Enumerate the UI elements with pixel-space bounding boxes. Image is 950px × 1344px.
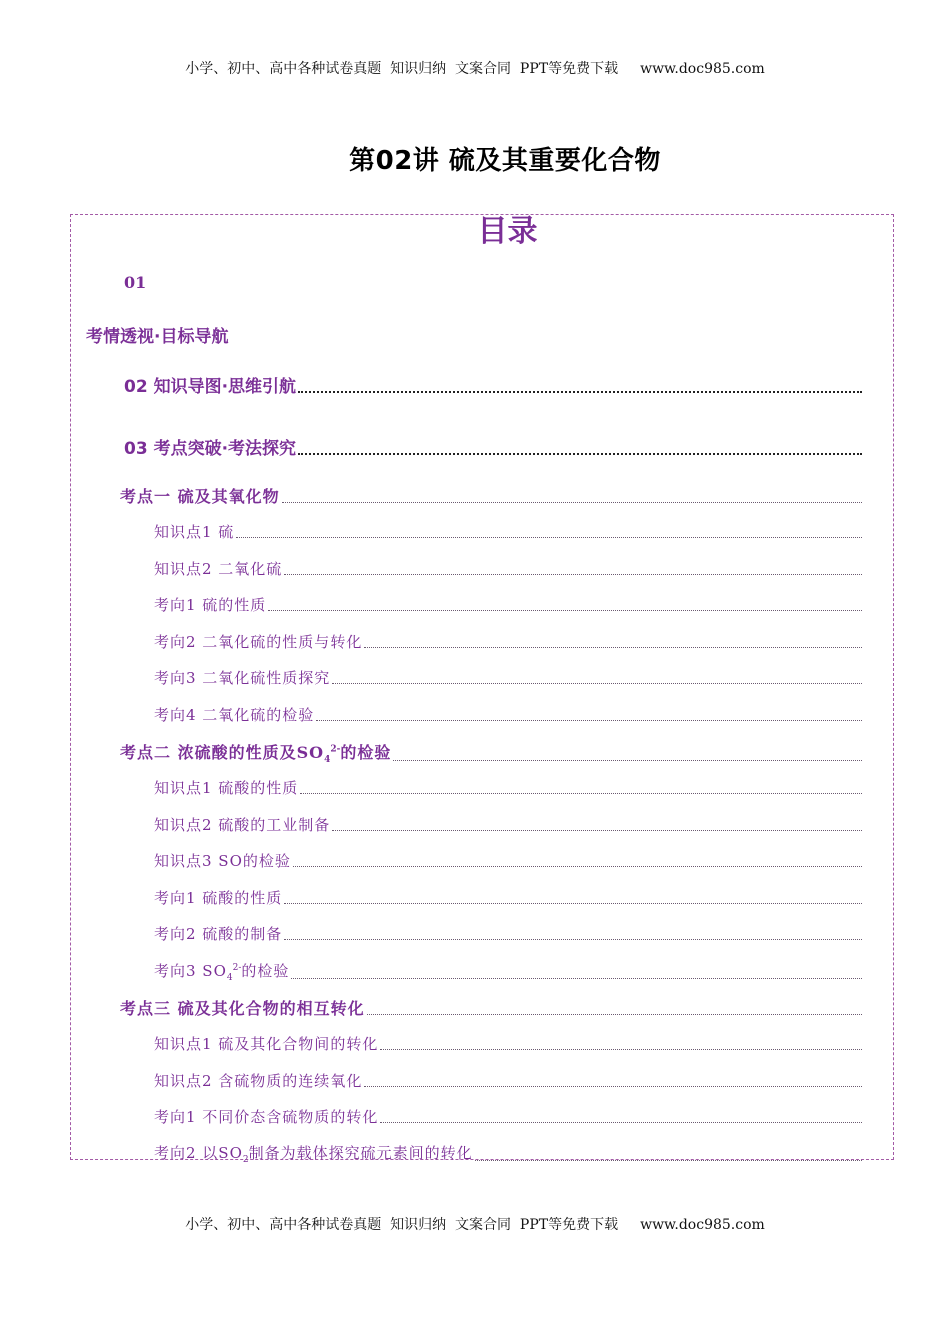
superscript: 2- xyxy=(330,744,341,755)
leader-dots xyxy=(268,610,862,611)
toc-entry-kaodian-3[interactable] xyxy=(120,996,862,1019)
toc-entry-label xyxy=(120,740,391,765)
toc-entry-label: 知识点1 硫 xyxy=(154,523,235,541)
toc-entry-k1-kaoxiang-2[interactable] xyxy=(154,631,862,652)
leader-dots xyxy=(380,1049,862,1050)
leader-dots xyxy=(367,1014,862,1015)
subscript: 2 xyxy=(242,1155,249,1165)
toc-entry-label: 考向4 二氧化硫的检验 xyxy=(154,706,315,724)
leader-dots xyxy=(364,1086,862,1087)
leader-dots xyxy=(291,978,862,979)
toc-entry-k3-kaoxiang-1[interactable] xyxy=(154,1106,862,1127)
leader-dots xyxy=(236,537,862,538)
leader-dots xyxy=(284,903,862,904)
toc-entry-k2-zhishi-3[interactable] xyxy=(154,850,862,871)
toc-entry-label: 考点三 硫及其化合物的相互转化 xyxy=(120,999,365,1018)
toc-entry-label: 知识点1 硫酸的性质 xyxy=(154,779,299,797)
toc-entry-label: 考向3 二氧化硫性质探究 xyxy=(154,669,331,687)
toc-entry-k1-zhishi-1[interactable] xyxy=(154,521,862,542)
toc-section-02-label: 02 知识导图·思维引航 xyxy=(124,377,297,397)
toc-entry-label: 知识点2 二氧化硫 xyxy=(154,560,283,578)
leader-dots xyxy=(380,1122,862,1123)
toc-entry-kaodian-2[interactable] xyxy=(120,740,862,765)
toc-heading: 目录 xyxy=(477,214,538,249)
toc-entry-k3-kaoxiang-2[interactable] xyxy=(154,1142,862,1165)
toc-entry-k2-zhishi-1[interactable] xyxy=(154,777,862,798)
footer-text: 小学、初中、高中各种试卷真题 知识归纳 文案合同 PPT等免费下载 xyxy=(185,1217,619,1233)
toc-entry-k2-kaoxiang-2[interactable] xyxy=(154,923,862,944)
toc-entry-label: 知识点2 含硫物质的连续氧化 xyxy=(154,1072,363,1090)
toc-section-03[interactable] xyxy=(124,434,862,459)
toc-entry-label xyxy=(154,1142,473,1165)
leader-dots xyxy=(393,760,862,761)
header-text: 小学、初中、高中各种试卷真题 知识归纳 文案合同 PPT等免费下载 xyxy=(185,61,619,77)
toc-entry-label xyxy=(154,960,289,983)
toc-entry-label: 考点一 硫及其氧化物 xyxy=(120,487,280,506)
footer-site[interactable]: www.doc985.com xyxy=(640,1217,765,1233)
toc-entry-k2-zhishi-2[interactable] xyxy=(154,814,862,835)
toc-section-02[interactable] xyxy=(124,372,862,397)
page-header xyxy=(0,58,950,78)
toc-entry-k3-zhishi-1[interactable] xyxy=(154,1033,862,1054)
toc-entry-label: 考向1 硫的性质 xyxy=(154,596,267,614)
label-part: 考点二 浓硫酸的性质及SO xyxy=(120,743,325,762)
page-footer xyxy=(0,1214,950,1234)
leader-dots xyxy=(284,939,862,940)
leader-dots xyxy=(293,866,862,867)
subscript: 4 xyxy=(324,755,331,766)
toc-entry-k1-zhishi-2[interactable] xyxy=(154,558,862,579)
toc-entry-label: 知识点2 硫酸的工业制备 xyxy=(154,816,331,834)
subscript: 4 xyxy=(226,973,233,983)
leader-dots xyxy=(282,502,862,503)
toc-entry-k1-kaoxiang-1[interactable] xyxy=(154,594,862,615)
leader-dots xyxy=(284,574,862,575)
toc-entry-label: 考向2 二氧化硫的性质与转化 xyxy=(154,633,363,651)
header-site[interactable]: www.doc985.com xyxy=(640,61,765,77)
toc-entry-k1-kaoxiang-3[interactable] xyxy=(154,667,862,688)
label-part: 考向3 SO xyxy=(154,962,227,980)
toc-entry-k2-kaoxiang-1[interactable] xyxy=(154,887,862,908)
leader-dots xyxy=(332,683,862,684)
leader-dots xyxy=(298,391,862,393)
toc-entry-label: 知识点3 SO的检验 xyxy=(154,852,291,870)
toc-entry-label: 考向1 硫酸的性质 xyxy=(154,889,283,907)
document-title: 第02讲 硫及其重要化合物 xyxy=(349,146,661,176)
leader-dots xyxy=(364,647,862,648)
label-part: 的检验 xyxy=(241,962,290,980)
toc-entry-k1-kaoxiang-4[interactable] xyxy=(154,704,862,725)
toc-entry-label: 考向1 不同价态含硫物质的转化 xyxy=(154,1108,379,1126)
leader-dots xyxy=(298,453,862,455)
label-part: 考向2 以SO xyxy=(154,1144,243,1162)
leader-dots xyxy=(300,793,862,794)
leader-dots xyxy=(332,830,862,831)
toc-section-01-label[interactable]: 考情透视·目标导航 xyxy=(86,327,229,347)
superscript: 2- xyxy=(232,963,242,973)
toc-section-01-number[interactable]: 01 xyxy=(124,273,147,292)
leader-dots xyxy=(316,720,862,721)
toc-entry-k2-kaoxiang-3[interactable] xyxy=(154,960,862,983)
toc-section-03-label: 03 考点突破·考法探究 xyxy=(124,439,297,459)
toc-entry-label: 知识点1 硫及其化合物间的转化 xyxy=(154,1035,379,1053)
leader-dots xyxy=(475,1160,862,1161)
toc-entry-label: 考向2 硫酸的制备 xyxy=(154,925,283,943)
toc-entry-k3-zhishi-2[interactable] xyxy=(154,1070,862,1091)
toc-entry-kaodian-1[interactable] xyxy=(120,484,862,507)
label-part: 制备为载体探究硫元素间的转化 xyxy=(248,1144,473,1162)
label-part: 的检验 xyxy=(340,743,392,762)
